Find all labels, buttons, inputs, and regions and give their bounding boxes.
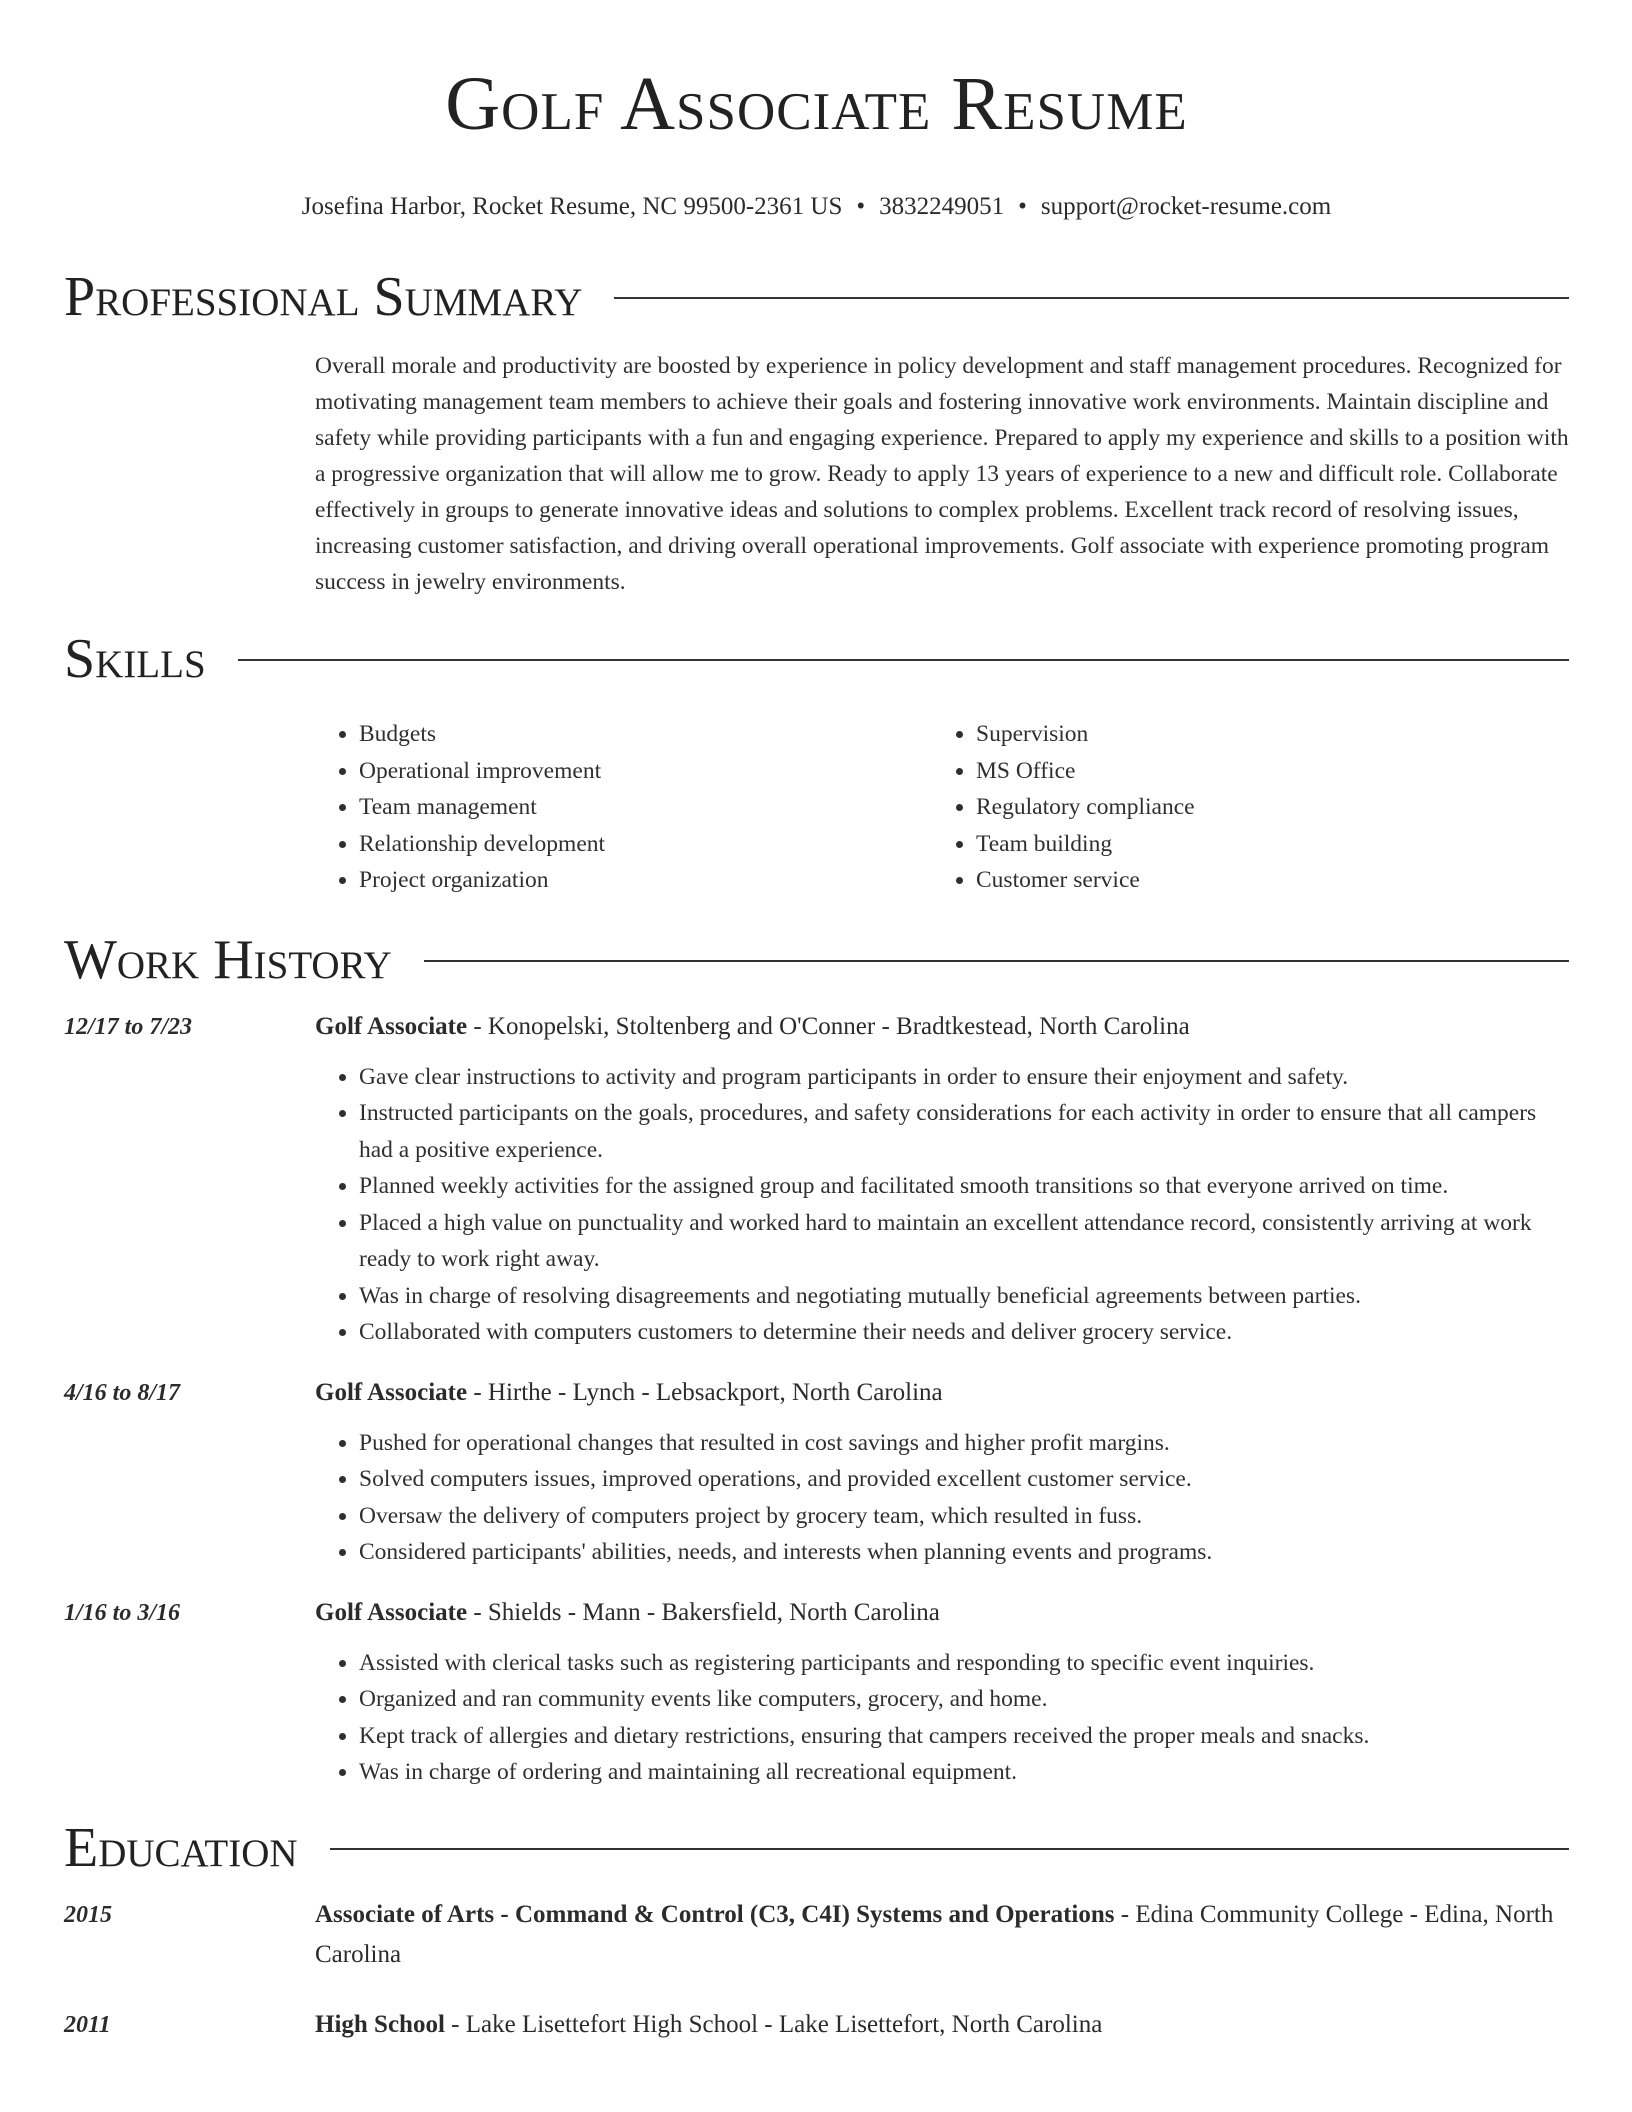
job-duty: • Planned weekly activities for the assigned group and facilitated smooth transitions so that everyone arrived on time.: [359, 1168, 1569, 1205]
skill-item: • Team management: [359, 789, 932, 826]
job-duty: • Collaborated with computers customers to determine their needs and deliver grocery service.: [359, 1314, 1569, 1351]
skills-section-header: [64, 624, 1569, 694]
contact-separator: •: [856, 193, 866, 220]
skills-heading: Skills: [64, 628, 206, 690]
education-heading: Education: [64, 1816, 298, 1879]
skill-item: • Operational improvement: [359, 753, 932, 790]
contact-address: Josefina Harbor, Rocket Resume, NC 99500-2361 US: [301, 193, 843, 220]
education-year: 2015: [64, 1901, 112, 1928]
job-duty: • Oversaw the delivery of computers project by grocery team, which resulted in fuss.: [359, 1498, 1569, 1535]
work-dates: 12/17 to 7/23: [64, 1013, 193, 1040]
job-duty: • Solved computers issues, improved operations, and provided excellent customer service.: [359, 1461, 1569, 1498]
section-divider: [330, 1848, 1569, 1850]
summary-text: Overall morale and productivity are boosted by experience in policy development and staff management procedures. Recognized for motivating management team members to achieve their goals and fostering innovative work environments. Maintain discipline and safety while providing participants with a fun and engaging experience. Prepared to apply my experience and skills to a position with a progressive organization that will allow me to grow. Ready to apply 13 years of experience to a new and difficult role. Collaborate effectively in groups to generate innovative ideas and solutions to complex problems. Excellent track record of resolving issues, increasing customer satisfaction, and driving overall operational improvements. Golf associate with experience promoting program success in jewelry environments.: [315, 353, 1569, 595]
job-duty: • Placed a high value on punctuality and worked hard to maintain an excellent attendance record, consistently arriving at work ready to work right away.: [359, 1205, 1569, 1278]
education-section-header: [64, 1813, 1569, 1883]
skill-item: • Project organization: [359, 862, 932, 899]
degree-name: Associate of Arts - Command & Control (C3, C4I) Systems and Operations: [315, 1900, 1115, 1928]
education-entry: [64, 1895, 1569, 1975]
job-duty: • Was in charge of resolving disagreements and negotiating mutually beneficial agreements between parties.: [359, 1278, 1569, 1315]
contact-line: [64, 190, 1569, 224]
education-entry: [64, 2005, 1569, 2045]
skill-item: • Budgets: [359, 716, 932, 753]
education-heading-line: [315, 2005, 1569, 2045]
contact-separator: •: [1018, 193, 1027, 220]
education-heading-line: [315, 1895, 1569, 1975]
job-title: Golf Associate: [315, 1598, 468, 1626]
job-employer: - Konopelski, Stoltenberg and O'Conner - Bradtkestead, North Carolina: [467, 1012, 1190, 1040]
work-entry: [64, 1593, 1569, 1791]
skill-item: • Regulatory compliance: [976, 789, 1549, 826]
job-duties: [315, 1645, 1569, 1791]
work-heading-line: [315, 1007, 1569, 1047]
school-details: - Edina Community College - Edina, North Carolina: [315, 1900, 1554, 1968]
work-heading-line: [315, 1373, 1569, 1413]
skills-list: [315, 716, 1569, 899]
job-title: Golf Associate: [315, 1012, 468, 1040]
job-duties: [315, 1059, 1569, 1351]
job-duty: • Instructed participants on the goals, procedures, and safety considerations for each activity in order to ensure that all campers had a positive experience.: [359, 1095, 1569, 1168]
resume-title: Golf Associate Resume: [445, 62, 1188, 146]
skill-item: • Customer service: [976, 862, 1549, 899]
degree-name: High School: [315, 2010, 445, 2038]
job-duty: • Considered participants' abilities, needs, and interests when planning events and programs.: [359, 1534, 1569, 1571]
work-entry: [64, 1007, 1569, 1351]
section-divider: [238, 659, 1569, 661]
work-entry: [64, 1373, 1569, 1571]
job-duty: • Assisted with clerical tasks such as registering participants and responding to specific event inquiries.: [359, 1645, 1569, 1682]
job-duty: • Pushed for operational changes that resulted in cost savings and higher profit margins.: [359, 1425, 1569, 1462]
skill-item: • Relationship development: [359, 826, 932, 863]
skill-item: • MS Office: [976, 753, 1549, 790]
summary-heading: Professional Summary: [64, 266, 583, 328]
section-divider: [424, 960, 1569, 962]
job-duty: • Gave clear instructions to activity and program participants in order to ensure their enjoyment and safety.: [359, 1059, 1569, 1096]
education-year: 2011: [64, 2011, 111, 2038]
contact-email: support@rocket-resume.com: [1040, 193, 1332, 220]
job-employer: - Hirthe - Lynch - Lebsackport, North Carolina: [467, 1378, 943, 1406]
contact-phone: 3832249051: [879, 193, 1005, 220]
summary-section-header: [64, 262, 1569, 332]
job-employer: - Shields - Mann - Bakersfield, North Carolina: [467, 1598, 940, 1626]
skills-column-left: [315, 716, 932, 899]
skill-item: • Supervision: [976, 716, 1549, 753]
job-duties: [315, 1425, 1569, 1571]
job-duty: • Was in charge of ordering and maintaining all recreational equipment.: [359, 1754, 1569, 1791]
work-dates: 4/16 to 8/17: [64, 1379, 181, 1406]
work-section-header: [64, 925, 1569, 995]
work-heading: Work History: [64, 928, 392, 991]
skills-column-right: [932, 716, 1549, 899]
section-divider: [614, 297, 1569, 299]
skill-item: • Team building: [976, 826, 1549, 863]
job-duty: • Organized and ran community events like computers, grocery, and home.: [359, 1681, 1569, 1718]
work-dates: 1/16 to 3/16: [64, 1599, 181, 1626]
job-duty: • Kept track of allergies and dietary restrictions, ensuring that campers received the proper meals and snacks.: [359, 1718, 1569, 1755]
job-title: Golf Associate: [315, 1378, 468, 1406]
work-heading-line: [315, 1593, 1569, 1633]
summary-section: [315, 348, 1569, 600]
school-details: - Lake Lisettefort High School - Lake Lisettefort, North Carolina: [444, 2010, 1103, 2038]
